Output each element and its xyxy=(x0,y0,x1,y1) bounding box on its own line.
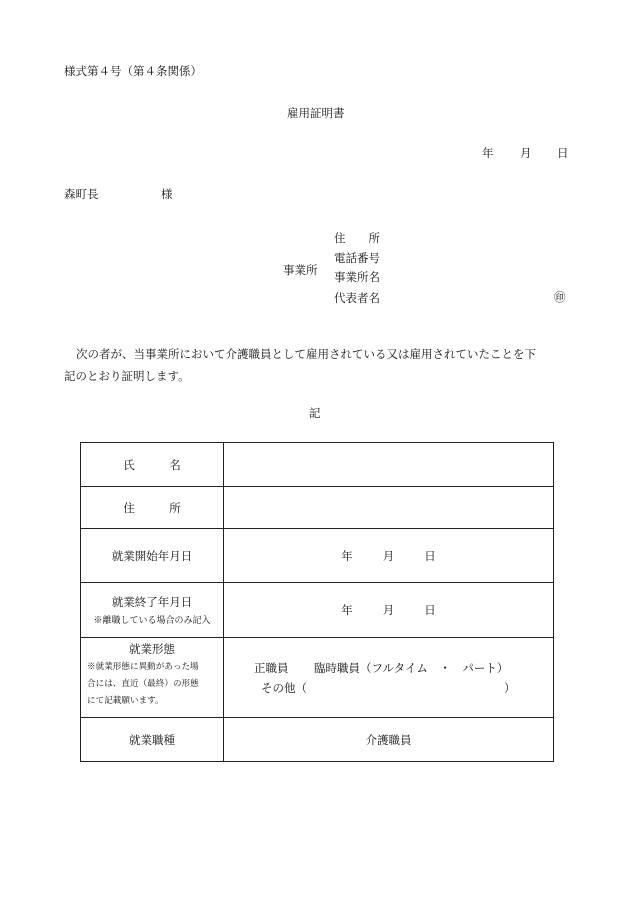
table-row-employment-type xyxy=(81,637,553,717)
table-row-start-date xyxy=(81,528,553,582)
table-row-address xyxy=(81,486,553,528)
table-row-name xyxy=(81,443,553,486)
start-date-day: 日 xyxy=(424,548,436,563)
employment-type-note-3: にて記載願います。 xyxy=(87,696,164,706)
document-title: 雇用証明書 xyxy=(287,106,345,120)
address-value-field[interactable] xyxy=(224,487,553,528)
end-date-year: 年 xyxy=(341,603,353,617)
employer-label: 事業所 xyxy=(283,263,318,277)
statement-line-2: 記のとおり証明します。 xyxy=(64,369,190,383)
employer-address-label: 住 所 xyxy=(334,231,380,245)
employment-type-note-1: ※就業形態に異動があった場 xyxy=(87,662,199,672)
employer-phone-label: 電話番号 xyxy=(334,251,380,265)
table-row-job-type xyxy=(81,717,553,762)
job-type-value: 介護職員 xyxy=(365,733,412,747)
addressee-honorific: 様 xyxy=(161,187,173,201)
employer-office-name-label: 事業所名 xyxy=(334,270,380,284)
end-date-label: 就業終了年月日 xyxy=(111,595,193,609)
name-value-field[interactable] xyxy=(224,443,553,486)
employment-type-label-cell xyxy=(81,638,223,717)
ki-label: 記 xyxy=(309,406,321,420)
end-date-note: ※離職している場合のみ記入 xyxy=(93,616,211,626)
certificate-table xyxy=(80,442,554,762)
start-date-value-field[interactable] xyxy=(224,529,553,582)
form-number: 様式第４号（第４条関係） xyxy=(64,64,202,78)
end-date-day: 日 xyxy=(424,603,436,617)
end-date-label-cell xyxy=(81,583,223,637)
start-date-year: 年 xyxy=(341,548,353,563)
address-label: 住 所 xyxy=(123,500,181,515)
employment-type-temporary-option[interactable]: 臨時職員（フルタイム ・ パート） xyxy=(314,661,509,675)
table-row-end-date xyxy=(81,582,553,637)
date-day-label: 日 xyxy=(557,146,569,160)
start-date-month: 月 xyxy=(382,548,395,563)
job-type-label: 就業職種 xyxy=(129,733,175,747)
seal-mark: ㊞ xyxy=(554,290,566,304)
statement-line-1: 次の者が、当事業所において介護職員として雇用されている又は雇用されていたことを下 xyxy=(76,347,536,361)
date-month-label: 月 xyxy=(520,146,532,160)
employment-type-note-2: 合には、直近（最終）の形態 xyxy=(87,679,199,689)
addressee-name: 森町長 xyxy=(64,187,99,201)
employment-type-options xyxy=(224,638,553,717)
name-label: 氏 名 xyxy=(123,457,181,472)
start-date-label: 就業開始年月日 xyxy=(111,548,193,563)
end-date-month: 月 xyxy=(382,603,395,617)
employment-type-label: 就業形態 xyxy=(129,642,175,656)
date-year-label: 年 xyxy=(482,146,494,160)
employment-type-regular-option[interactable]: 正職員 xyxy=(254,661,289,675)
end-date-value-field[interactable] xyxy=(224,583,553,637)
employment-type-other-close: ） xyxy=(504,681,516,695)
employment-type-other-open[interactable]: その他（ xyxy=(261,681,307,695)
employer-representative-label: 代表者名 xyxy=(334,291,380,305)
